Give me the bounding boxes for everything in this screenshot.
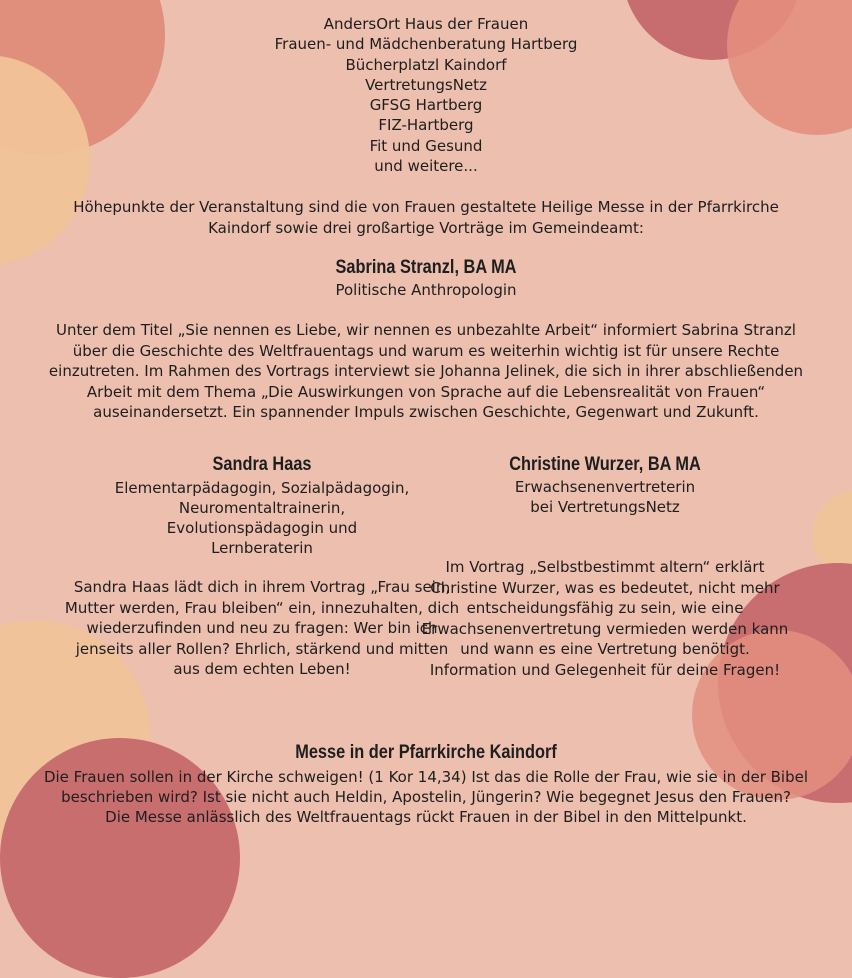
speaker2-role-line: Elementarpädagogin, Sozialpädagogin, — [114, 479, 410, 497]
messe-text-1: Die Frauen sollen in der Kirche schweigen! (1 Kor 14,34) Ist das die Rolle der Frau, wie sie in der Bibel beschrieben wird? Ist sie nicht auch Heldin, Apostelin, Jüngerin? Wie begegnet Jesus den Frauen? — [43, 768, 809, 807]
sponsor-item: AndersOrt Haus der Frauen — [323, 15, 529, 33]
messe-description — [40, 767, 812, 828]
sponsor-item: GFSG Hartberg — [369, 96, 483, 115]
speaker2-role-line: Neuromentaltrainerin, — [178, 499, 346, 517]
sponsor-item: VertretungsNetz — [365, 75, 487, 94]
speaker3-role-line: Erwachsenenvertreterin — [514, 478, 696, 496]
messe-heading — [0, 741, 852, 765]
speaker3-section — [420, 453, 790, 679]
speaker2-role-line: Evolutionspädagogin und — [166, 519, 358, 537]
sponsor-item: Fit und Gesund — [369, 136, 483, 155]
speaker3-role-line: bei VertretungsNetz — [530, 498, 680, 516]
sponsor-item: Frauen- und Mädchenberatung Hartberg — [274, 35, 578, 54]
speaker2-section — [62, 453, 462, 678]
speaker1-name: Sabrina Stranzl, BA MA — [335, 257, 517, 278]
event-intro: Höhepunkte der Veranstaltung sind die von Frauen gestaltete Heilige Messe in der Pfarrkirche Kaindorf sowie drei großartige Vorträge im Gemeindeamt: — [73, 198, 779, 237]
speaker2-role-line: Lernberaterin — [211, 539, 313, 557]
sponsor-list — [0, 14, 852, 176]
speaker1-role: Politische Anthropologin — [335, 281, 517, 299]
sponsor-item: und weitere... — [374, 157, 478, 176]
sponsor-item: Bücherplatzl Kaindorf — [345, 55, 507, 74]
speaker2-role — [62, 478, 462, 558]
speaker1-heading — [0, 256, 852, 280]
messe-title: Messe in der Pfarrkirche Kaindorf — [295, 742, 557, 763]
speaker3-description: Im Vortrag „Selbstbestimmt altern“ erklärt Christine Wurzer, was es bedeutet, nicht mehr entscheidungsfähig zu sein, wie eine Erwachsenenvertretung vermieden werden kann und wann es eine Vertretung benötigt. Information und Gelegenheit für deine Fragen! — [421, 558, 789, 679]
sponsor-item: FIZ-Hartberg — [378, 116, 474, 135]
speaker3-name: Christine Wurzer, BA MA — [509, 454, 701, 475]
speaker3-role — [420, 477, 790, 517]
messe-text-2: Die Messe anlässlich des Weltfrauentags rückt Frauen in der Bibel in den Mittelpunkt. — [105, 808, 747, 827]
speaker2-name: Sandra Haas — [212, 454, 312, 475]
speaker1-description: Unter dem Titel „Sie nennen es Liebe, wir nennen es unbezahlte Arbeit“ informiert Sabrina Stranzl über die Geschichte des Weltfrauentags und warum es weiterhin wichtig ist für unsere Rechte einzutreten. Im Rahmen des Vortrags interviewt sie Johanna Jelinek, die sich in ihrer abschließenden Arbeit mit dem Thema „Die Auswirkungen von Sprache auf die Lebensrealität von Frauen“ auseinandersetzt. Ein spannender Impuls zwischen Geschichte, Gegenwart und Zukunft. — [48, 321, 804, 421]
speaker2-description: Sandra Haas lädt dich in ihrem Vortrag „Frau sein, Mutter werden, Frau bleiben“ ein, innezuhalten, dich wiederzufinden und neu zu fragen: Wer bin ich jenseits aller Rollen? Ehrlich, stärkend und mitten aus dem echten Leben! — [64, 578, 460, 678]
